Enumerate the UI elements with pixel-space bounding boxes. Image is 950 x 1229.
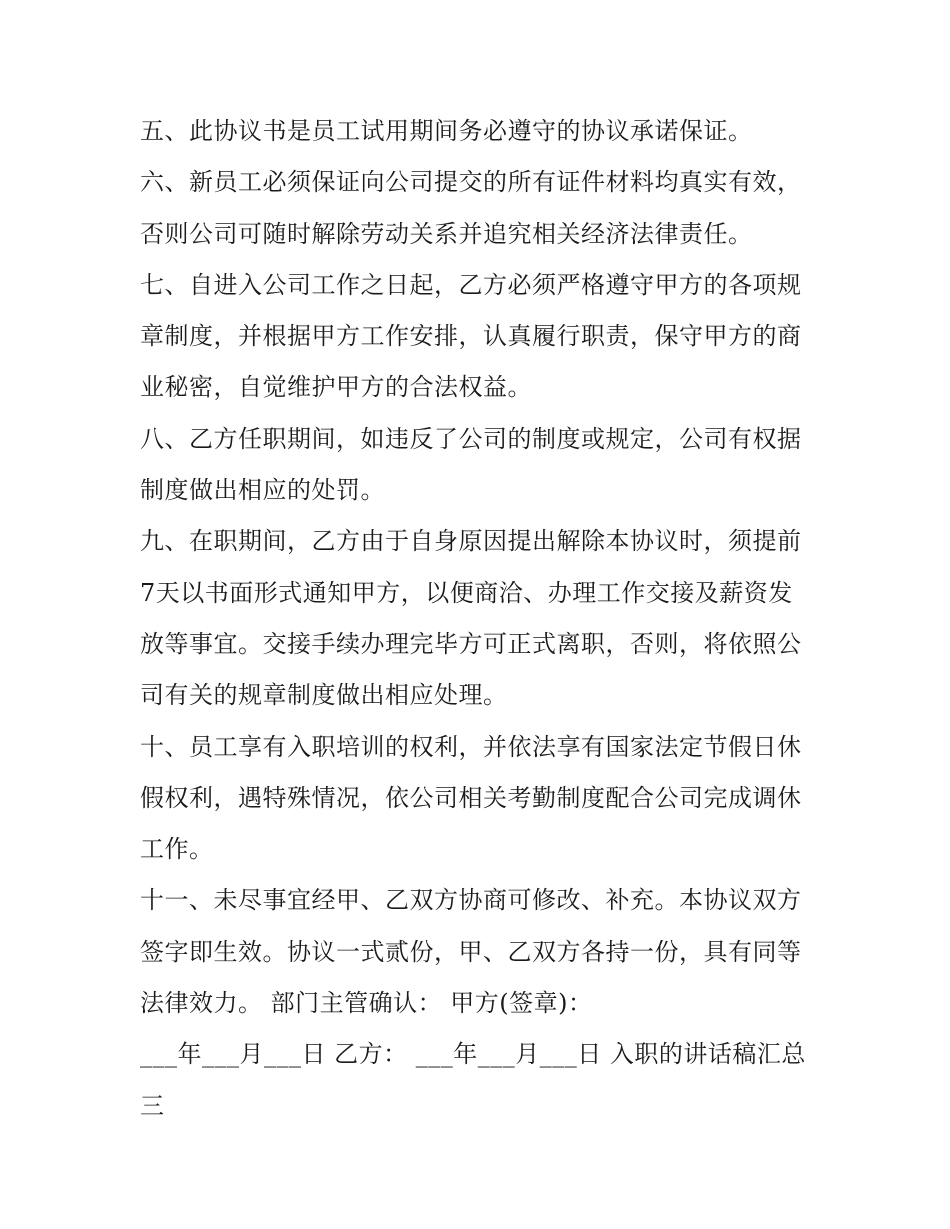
text-line: 工作。 — [140, 835, 214, 864]
text-line: 八、乙方任职期间，如违反了公司的制度或规定，公司有权据 — [140, 424, 802, 453]
text-line: 假权利，遇特殊情况，依公司相关考勤制度配合公司完成调休 — [140, 783, 802, 812]
text-line: 九、在职期间，乙方由于自身原因提出解除本协议时，须提前 — [140, 527, 802, 556]
text-line: 放等事宜。交接手续办理完毕方可正式离职，否则，将依照公 — [140, 629, 802, 658]
agreement-text — [140, 106, 820, 1132]
text-line: 法律效力。 部门主管确认： 甲方(签章)： — [140, 989, 593, 1018]
signature-date-line: ___年___月___日 乙方： ___年___月___日 入职的讲话稿汇总 — [140, 1040, 806, 1069]
text-line: 7天以书面形式通知甲方，以便商洽、办理工作交接及薪资发 — [140, 578, 793, 607]
text-line: 否则公司可随时解除劳动关系并追究相关经济法律责任。 — [140, 219, 753, 248]
text-line: 十一、未尽事宜经甲、乙双方协商可修改、补充。本协议双方 — [140, 886, 802, 915]
text-line: 制度做出相应的处罚。 — [140, 476, 385, 505]
text-line: 五、此协议书是员工试用期间务必遵守的协议承诺保证。 — [140, 117, 753, 145]
text-line: 七、自进入公司工作之日起，乙方必须严格遵守甲方的各项规 — [140, 270, 802, 299]
text-line: 十、员工享有入职培训的权利，并依法享有国家法定节假日休 — [140, 732, 802, 761]
text-line: 签字即生效。协议一式贰份，甲、乙双方各持一份，具有同等 — [140, 937, 802, 966]
text-line: 六、新员工必须保证向公司提交的所有证件材料均真实有效， — [140, 168, 802, 197]
text-line: 章制度，并根据甲方工作安排，认真履行职责，保守甲方的商 — [140, 322, 802, 351]
text-line: 业秘密，自觉维护甲方的合法权益。 — [140, 373, 532, 402]
text-line: 三 — [140, 1091, 165, 1120]
text-line: 司有关的规章制度做出相应处理。 — [140, 681, 508, 710]
